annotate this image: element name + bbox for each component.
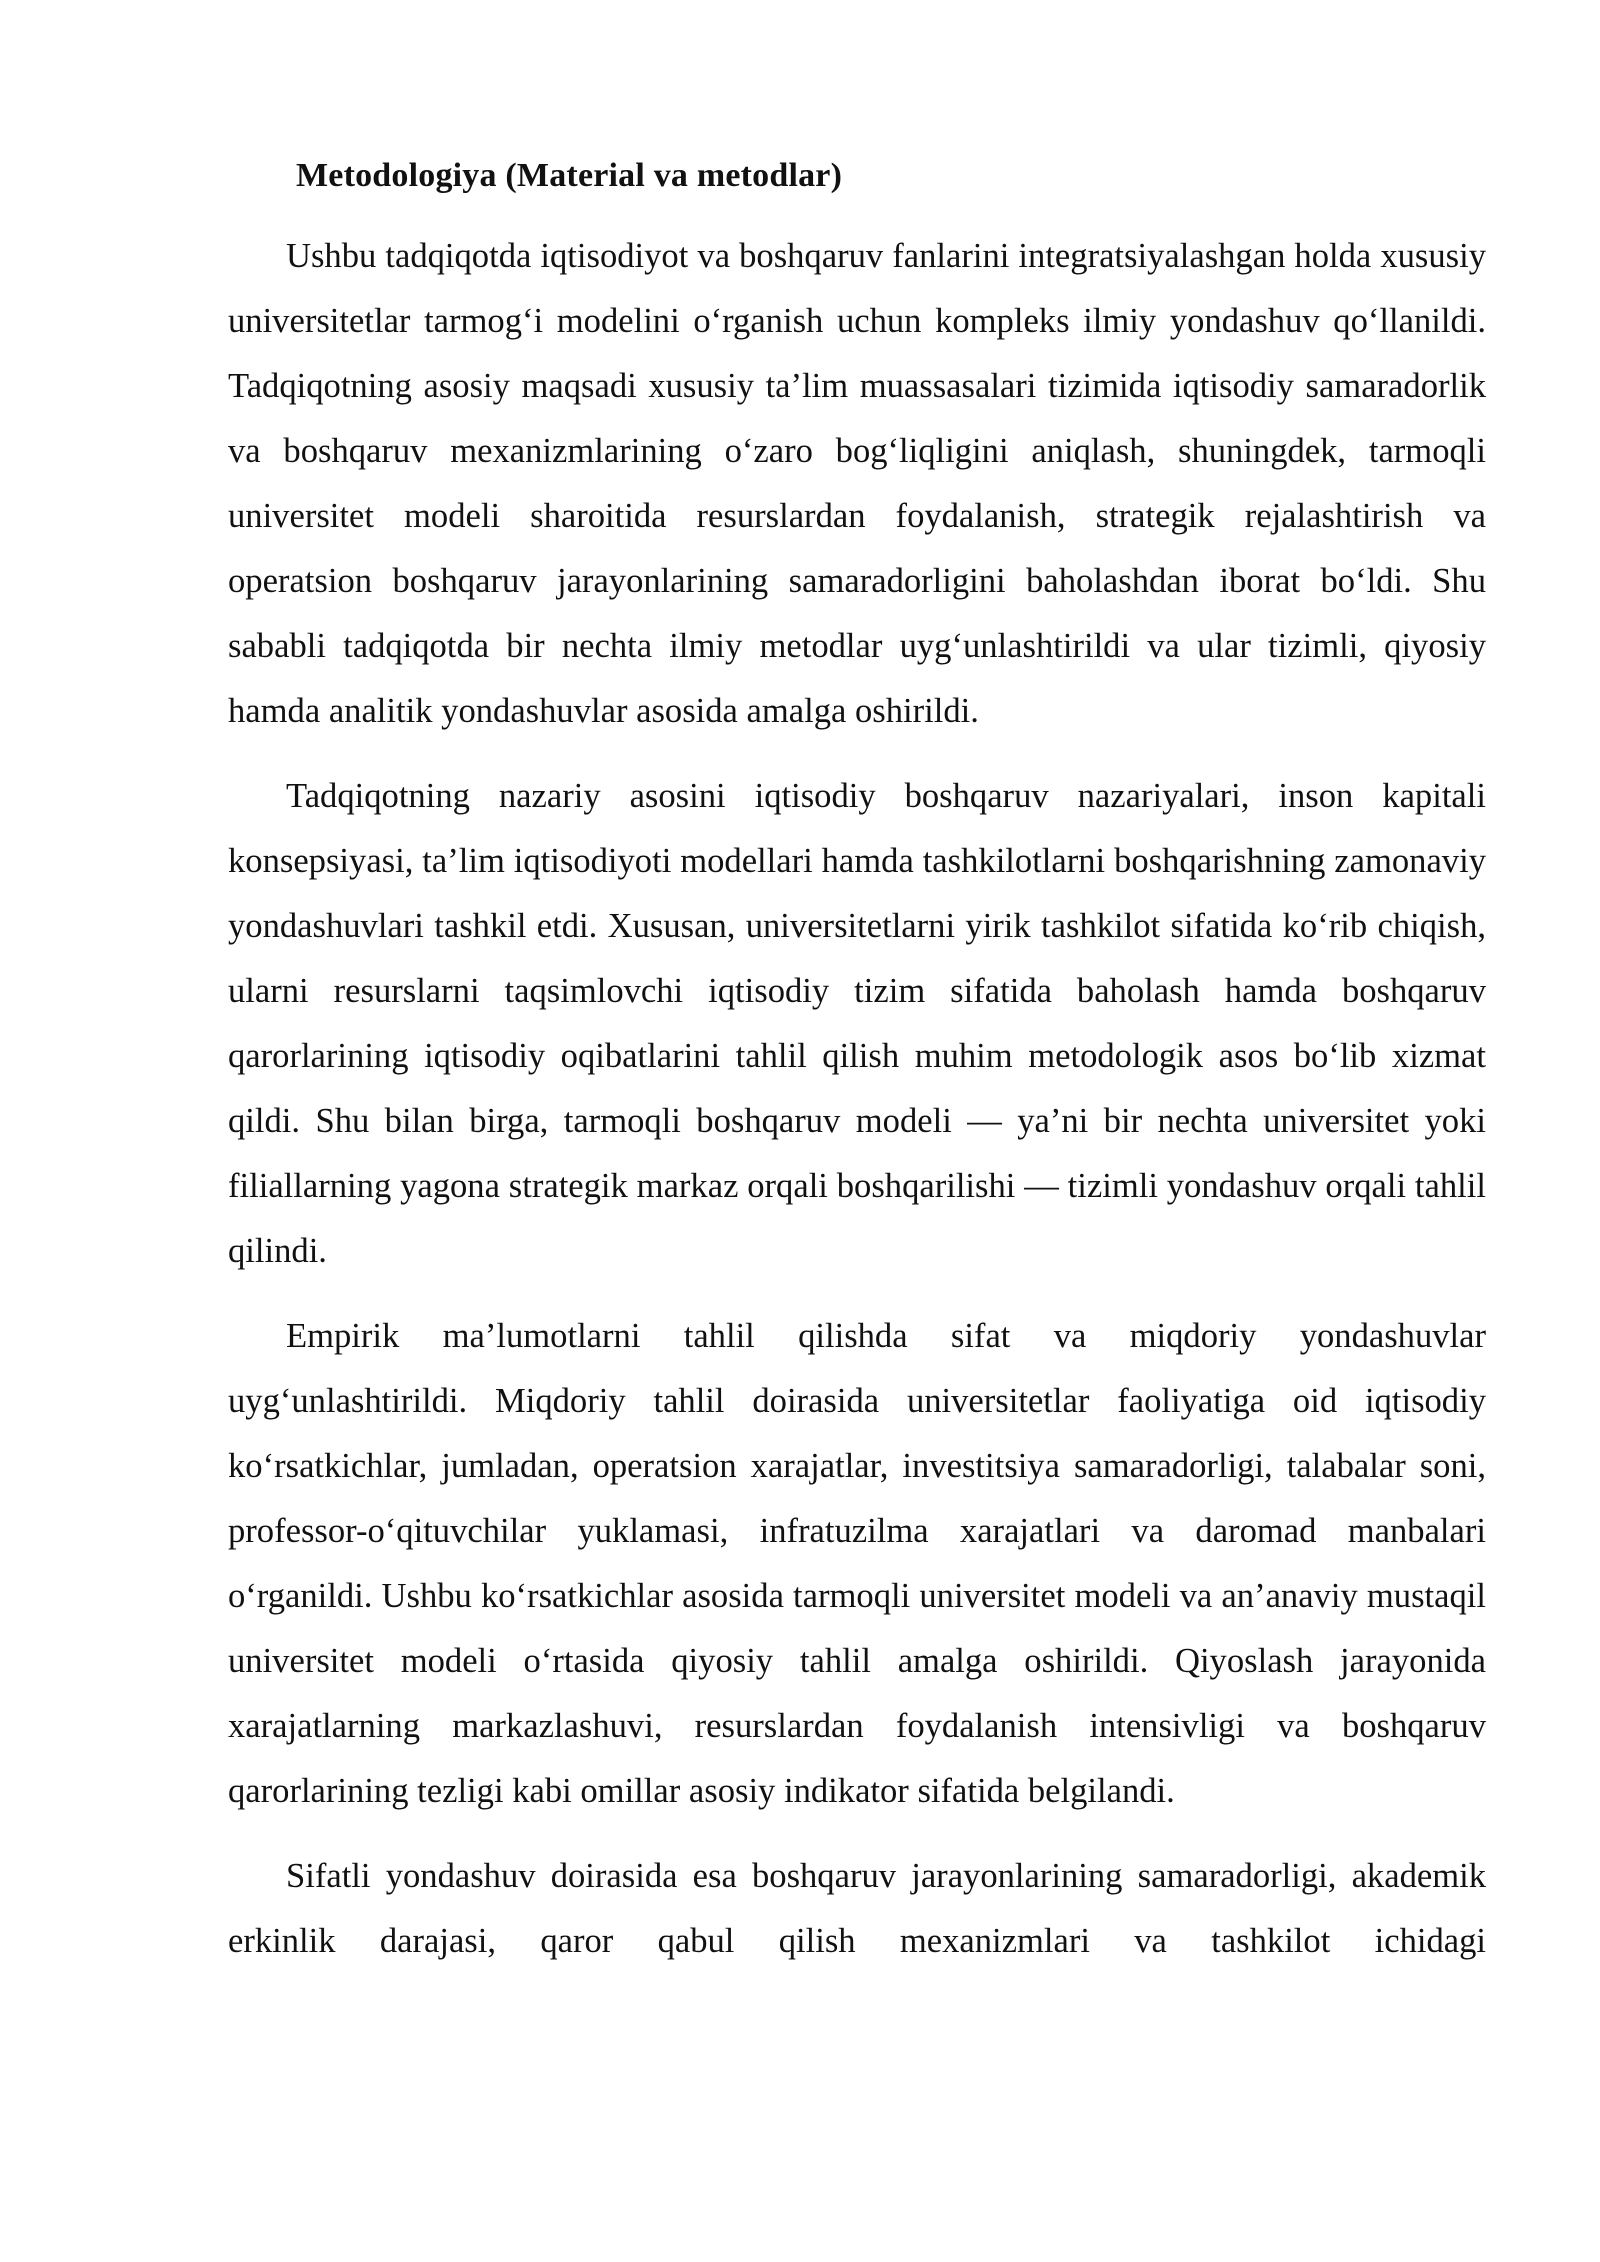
document-body	[228, 150, 1486, 1994]
section-heading: Metodologiya (Material va metodlar)	[296, 157, 843, 194]
paragraph-2: Tadqiqotning nazariy asosini iqtisodiy boshqaruv nazariyalari, inson kapitali konsepsiyasi, ta’lim iqtisodiyoti modellari hamda tashkilotlarni boshqarishning zamonaviy yondashuvlari tashkil etdi. Xususan, universitetlarni yirik tashkilot sifatida ko‘rib chiqish, ularni resurslarni taqsimlovchi iqtisodiy tizim sifatida baholash hamda boshqaruv qarorlarining iqtisodiy oqibatlarini tahlil qilish muhim metodologik asos bo‘lib xizmat qildi. Shu bilan birga, tarmoqli boshqaruv modeli — ya’ni bir nechta universitet yoki filiallarning yagona strategik markaz orqali boshqarilishi — tizimli yondashuv orqali tahlil qilindi.	[228, 777, 1486, 1270]
paragraph-3: Empirik ma’lumotlarni tahlil qilishda sifat va miqdoriy yondashuvlar uyg‘unlashtirildi. Miqdoriy tahlil doirasida universitetlar faoliyatiga oid iqtisodiy ko‘rsatkichlar, jumladan, operatsion xarajatlar, investitsiya samaradorligi, talabalar soni, professor-o‘qituvchilar yuklamasi, infratuzilma xarajatlari va daromad manbalari o‘rganildi. Ushbu ko‘rsatkichlar asosida tarmoqli universitet modeli va an’anaviy mustaqil universitet modeli o‘rtasida qiyosiy tahlil amalga oshirildi. Qiyoslash jarayonida xarajatlarning markazlashuvi, resurslardan foydalanish intensivligi va boshqaruv qarorlarining tezligi kabi omillar asosiy indikator sifatida belgilandi.	[228, 1317, 1486, 1810]
paragraph-4: Sifatli yondashuv doirasida esa boshqaruv jarayonlarining samaradorligi, akademik erkinlik darajasi, qaror qabul qilish mexanizmlari va tashkilot ichidagi	[228, 1857, 1486, 1960]
paragraph-1: Ushbu tadqiqotda iqtisodiyot va boshqaruv fanlarini integratsiyalashgan holda xususiy universitetlar tarmog‘i modelini o‘rganish uchun kompleks ilmiy yondashuv qo‘llanildi. Tadqiqotning asosiy maqsadi xususiy ta’lim muassasalari tizimida iqtisodiy samaradorlik va boshqaruv mexanizmlarining o‘zaro bog‘liqligini aniqlash, shuningdek, tarmoqli universitet modeli sharoitida resurslardan foydalanish, strategik rejalashtirish va operatsion boshqaruv jarayonlarining samaradorligini baholashdan iborat bo‘ldi. Shu sababli tadqiqotda bir nechta ilmiy metodlar uyg‘unlashtirildi va ular tizimli, qiyosiy hamda analitik yondashuvlar asosida amalga oshirildi.	[228, 237, 1486, 730]
